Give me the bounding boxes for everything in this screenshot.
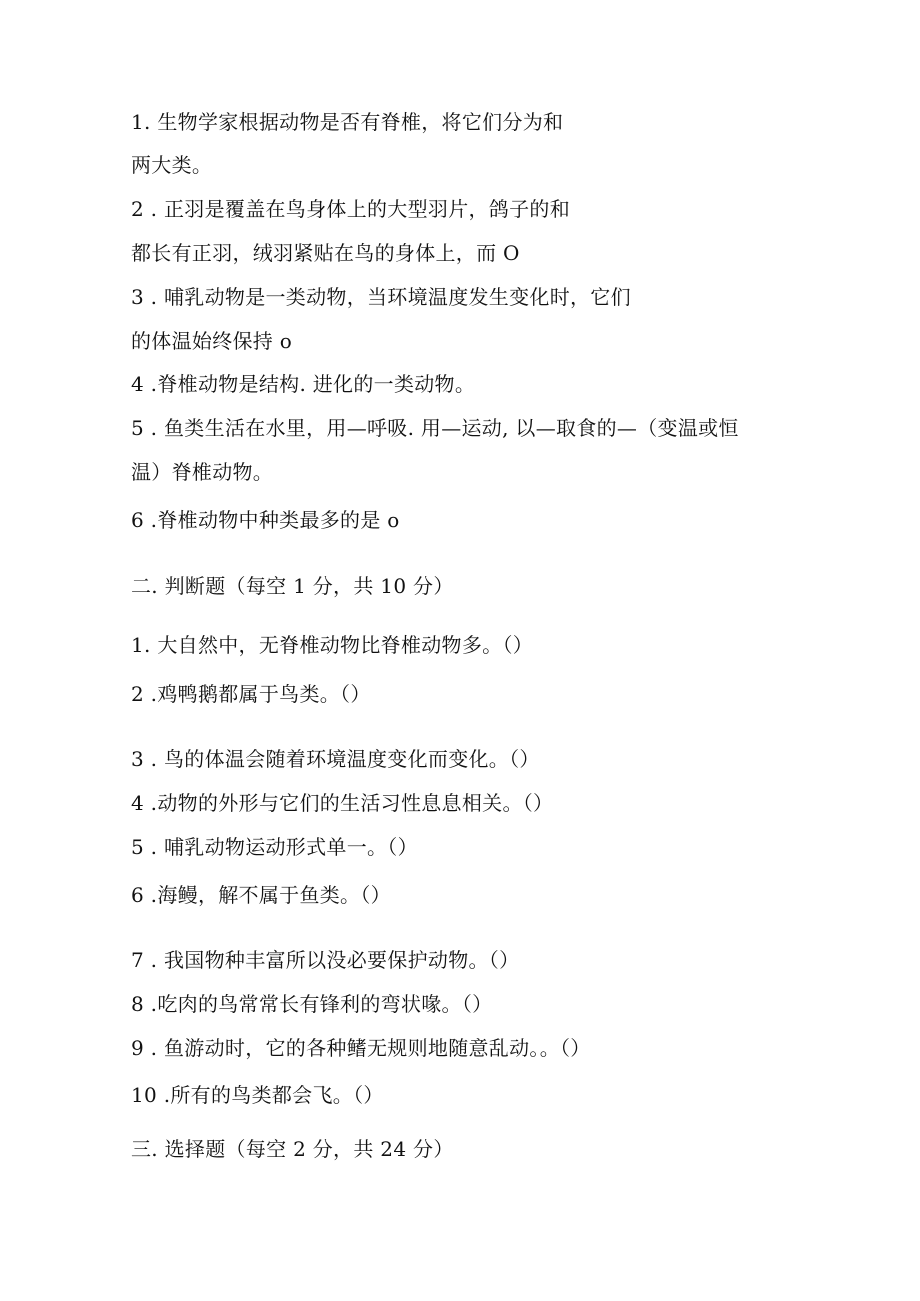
fill-in-q2-line1: 2 . 正羽是覆盖在鸟身体上的大型羽片，鸽子的和 <box>131 197 570 221</box>
judgment-item-9: 9 . 鱼游动时，它的各种鳍无规则地随意乱动。。（） <box>131 1036 591 1060</box>
fill-in-q3-line1: 3 . 哺乳动物是一类动物，当环境温度发生变化时，它们 <box>131 285 631 309</box>
judgment-item-10: 10 .所有的鸟类都会飞。（） <box>131 1083 384 1107</box>
fill-in-q5-line2: 温）脊椎动物。 <box>131 460 274 484</box>
fill-in-q5-line1: 5 . 鱼类生活在水里，用—呼吸. 用—运动, 以—取食的—（变温或恒 <box>131 416 739 440</box>
judgment-item-1: 1. 大自然中，无脊椎动物比脊椎动物多。（） <box>131 633 534 657</box>
judgment-item-5: 5 . 哺乳动物运动形式单一。（） <box>131 835 418 859</box>
judgment-item-4: 4 .动物的外形与它们的生活习性息息相关。（） <box>131 791 554 815</box>
judgment-item-2: 2 .鸡鸭鹅都属于鸟类。（） <box>131 682 371 706</box>
fill-in-q3-line2: 的体温始终保持 o <box>131 329 293 353</box>
judgment-item-7: 7 . 我国物种丰富所以没必要保护动物。（） <box>131 948 520 972</box>
fill-in-q4: 4 .脊椎动物是结构. 进化的一类动物。 <box>131 372 476 396</box>
fill-in-q1-line1: 1. 生物学家根据动物是否有脊椎，将它们分为和 <box>131 110 564 134</box>
judgment-item-8: 8 .吃肉的鸟常常长有锋利的弯状喙。（） <box>131 992 493 1016</box>
judgment-item-3: 3 . 鸟的体温会随着环境温度变化而变化。（） <box>131 747 540 771</box>
fill-in-q1-line2: 两大类。 <box>131 153 213 177</box>
judgment-item-6: 6 .海鳗，解不属于鱼类。（） <box>131 883 391 907</box>
fill-in-q6: 6 .脊椎动物中种类最多的是 o <box>131 508 400 532</box>
section-heading-choice: 三. 选择题（每空 2 分，共 24 分） <box>131 1137 454 1161</box>
section-heading-judgment: 二. 判断题（每空 1 分，共 10 分） <box>131 574 454 598</box>
fill-in-q2-line2: 都长有正羽，绒羽紧贴在鸟的身体上，而 O <box>131 241 520 265</box>
